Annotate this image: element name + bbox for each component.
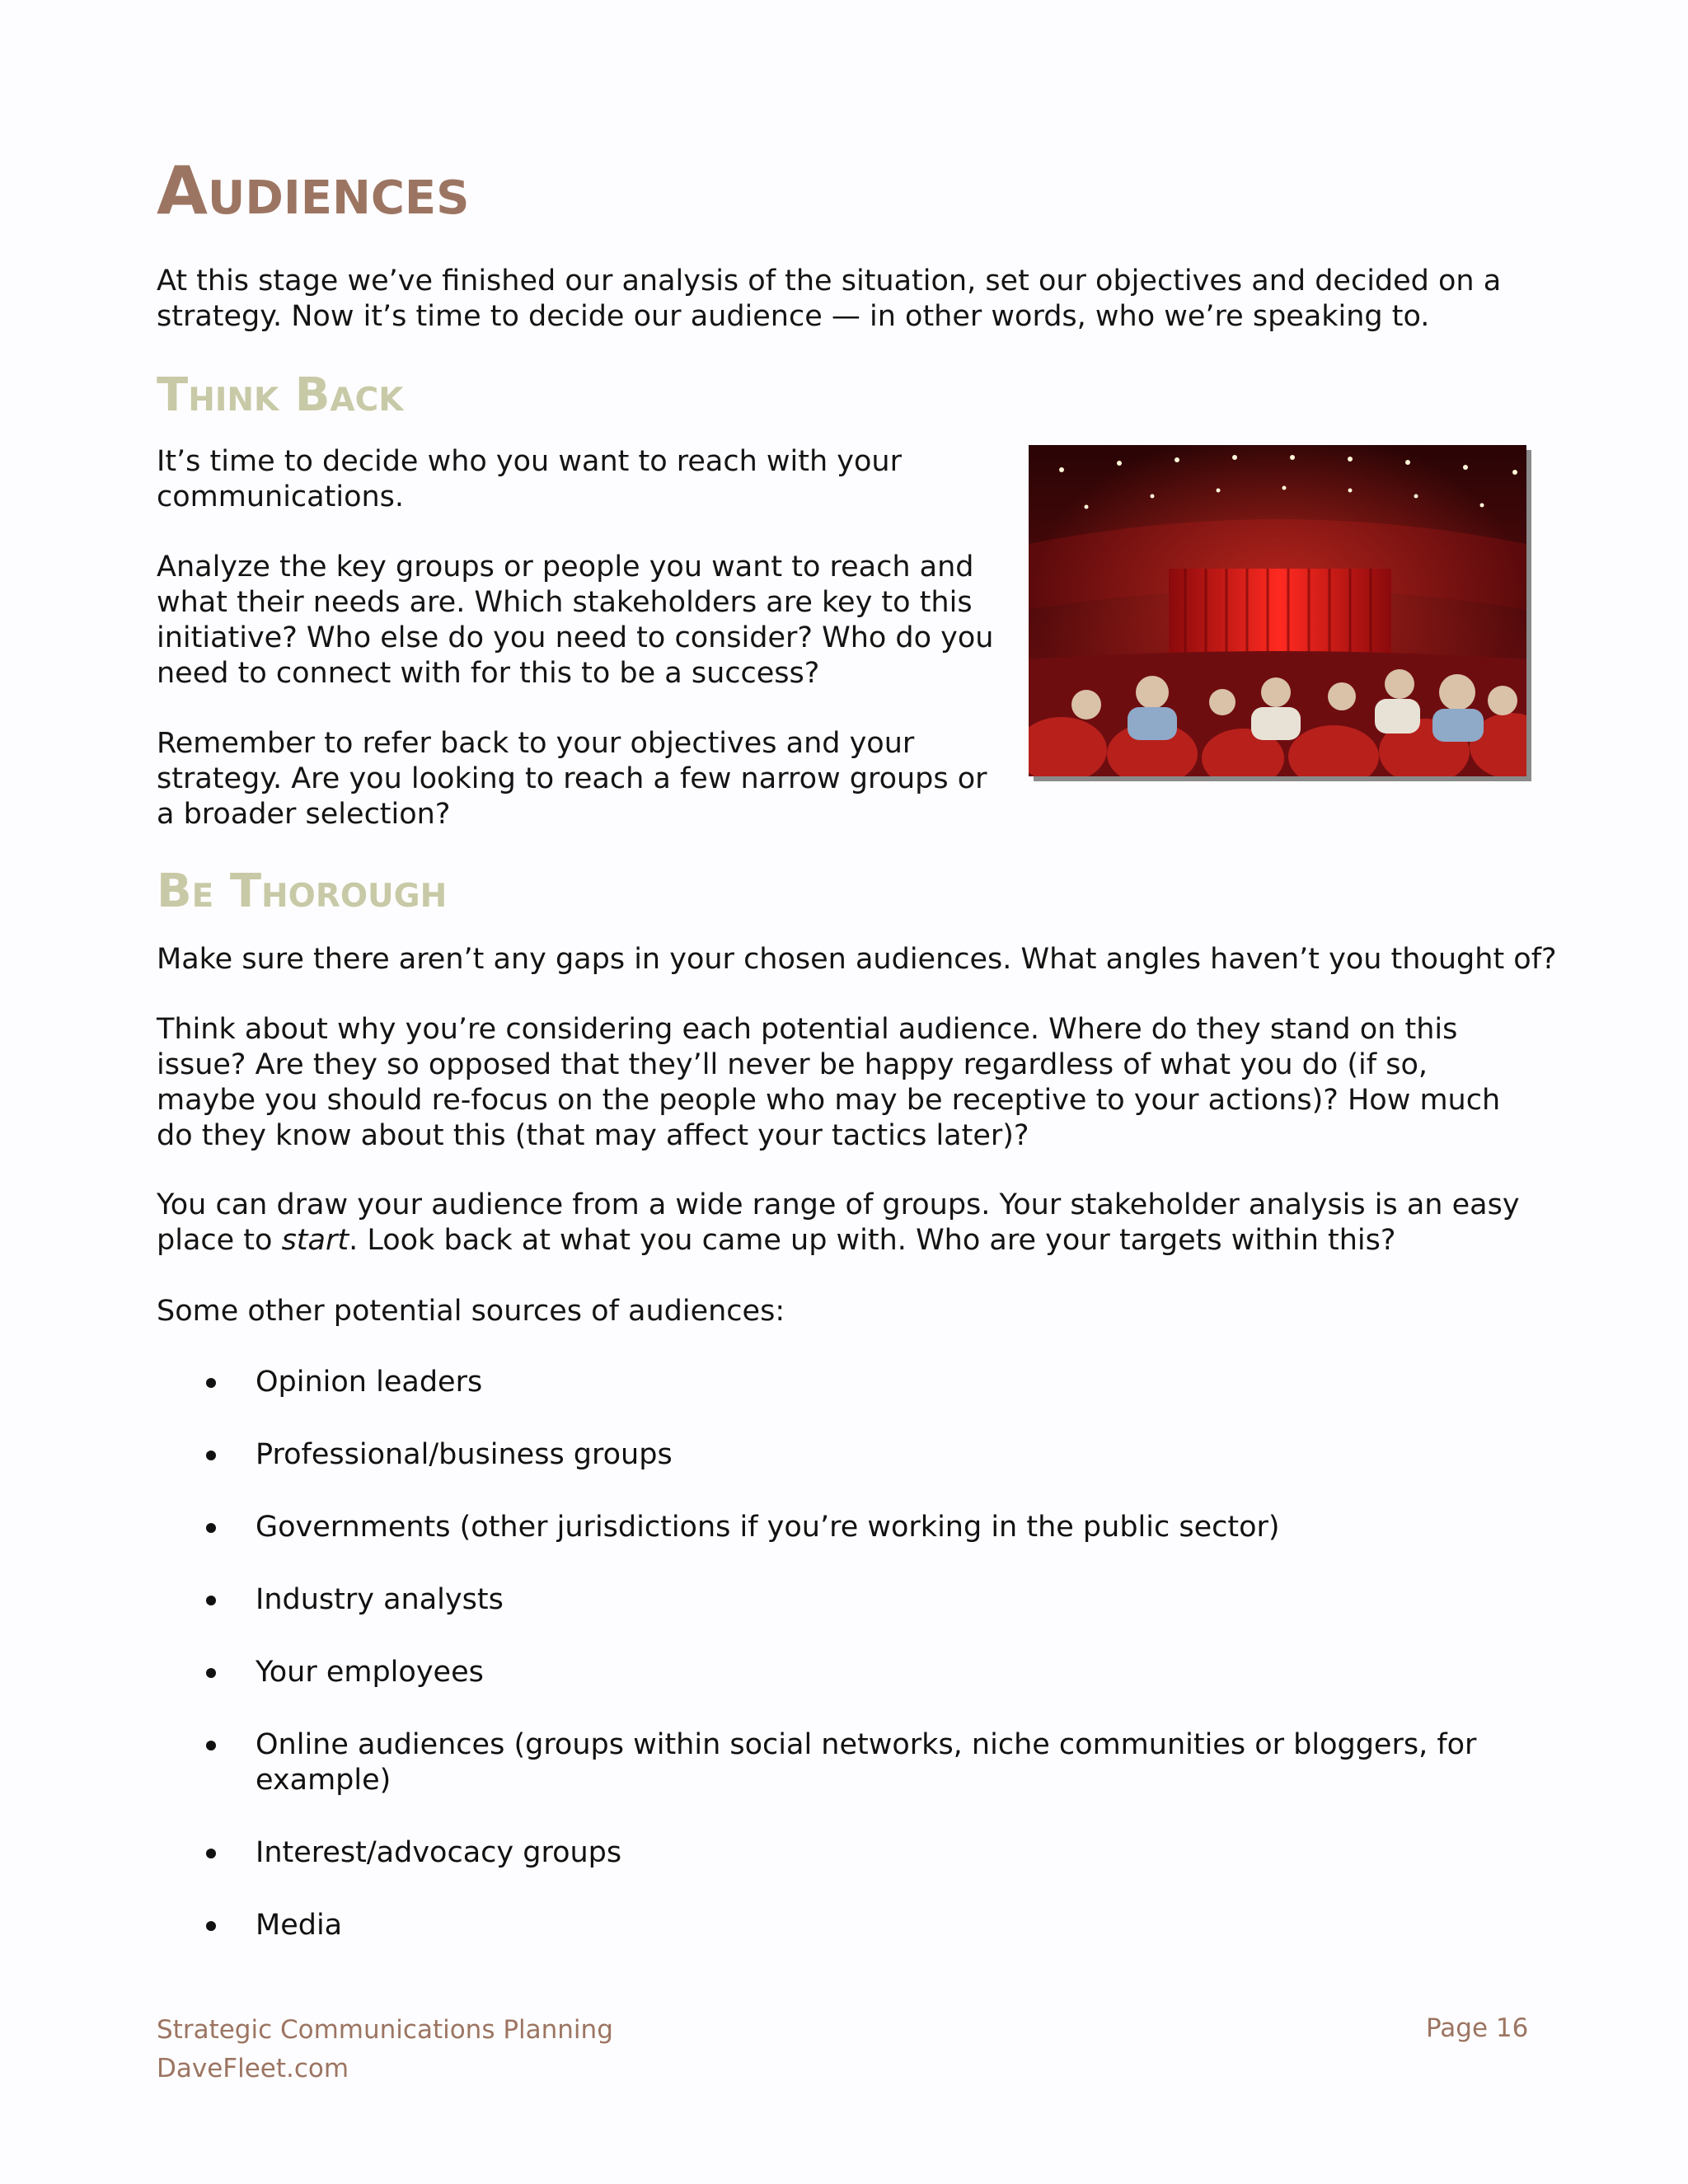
be-thorough-paragraph-4: Some other potential sources of audiences: — [157, 1295, 785, 1328]
think-back-paragraph-1: It’s time to decide who you want to reach with your communications. — [157, 445, 902, 513]
be-thorough-paragraph-1: Make sure there aren’t any gaps in your chosen audiences. What angles haven’t you thought of? — [157, 943, 1557, 976]
bullet-icon — [206, 1668, 216, 1678]
list-item-text: Interest/advocacy groups — [256, 1836, 622, 1869]
list-item — [157, 1655, 1525, 1690]
footer-document-title: Strategic Communications Planning — [157, 2015, 613, 2045]
be-thorough-paragraph-3 — [157, 1188, 1525, 1258]
list-item — [157, 1908, 1525, 1943]
bullet-icon — [206, 1378, 216, 1388]
section-heading-think-back: Think Back — [157, 368, 404, 422]
intro-paragraph: At this stage we’ve finished our analysis of the situation, set our objectives and decided on a strategy. Now it’s time to decide our audience — in other words, who we’re speaking to. — [157, 265, 1502, 333]
list-item — [157, 1727, 1525, 1798]
be-thorough-paragraph-2: Think about why you’re considering each potential audience. Where do they stand on this issue? Are they so opposed that they’ll never be happy regardless of what you do (if so, maybe you should re-focus on the people who may be receptive to your actions)? How much do they know about this (that may affect your tactics later)? — [157, 1013, 1501, 1152]
theatre-audience-photo — [1029, 445, 1526, 776]
page-title: Audiences — [157, 152, 470, 229]
list-item-text: Professional/business groups — [256, 1438, 673, 1471]
bullet-icon — [206, 1849, 216, 1858]
think-back-paragraph-2: Analyze the key groups or people you want to reach and what their needs are. Which stakeholders are key to this initiative? Who else do you need to consider? Who do you need to connect with for this to be a success? — [157, 551, 994, 690]
bullet-icon — [206, 1741, 216, 1750]
list-item-text: Online audiences (groups within social networks, niche communities or bloggers, for example) — [256, 1728, 1477, 1797]
audience-sources-list — [157, 1365, 1525, 1980]
list-item — [157, 1582, 1525, 1618]
list-item-text: Governments (other jurisdictions if you’re working in the public sector) — [256, 1511, 1280, 1544]
list-item-text: Your employees — [256, 1656, 484, 1689]
bullet-icon — [206, 1523, 216, 1533]
list-item — [157, 1835, 1525, 1871]
bullet-icon — [206, 1596, 216, 1605]
bullet-icon — [206, 1921, 216, 1931]
footer-page-number: Page 16 — [1426, 2013, 1529, 2043]
section-heading-be-thorough: Be Thorough — [157, 865, 448, 918]
think-back-paragraph-3: Remember to refer back to your objectives and your strategy. Are you looking to reach a few narrow groups or a broader selection? — [157, 727, 987, 831]
theatre-photo-illustration — [1029, 445, 1526, 776]
bullet-icon — [206, 1451, 216, 1460]
list-item — [157, 1365, 1525, 1400]
list-item-text: Media — [256, 1909, 343, 1942]
footer-site-link[interactable]: DaveFleet.com — [157, 2054, 349, 2083]
paragraph-text: . Look back at what you came up with. Who are your targets within this? — [349, 1224, 1396, 1257]
list-item — [157, 1437, 1525, 1473]
list-item — [157, 1510, 1525, 1545]
footer-left — [157, 2011, 613, 2088]
emphasis-text: start — [281, 1224, 349, 1257]
list-item-text: Industry analysts — [256, 1583, 504, 1616]
list-item-text: Opinion leaders — [256, 1366, 483, 1399]
paragraph-text: You can draw your audience from a wide range of groups. Your stakeholder analysis is an easy place to — [157, 1188, 1520, 1257]
